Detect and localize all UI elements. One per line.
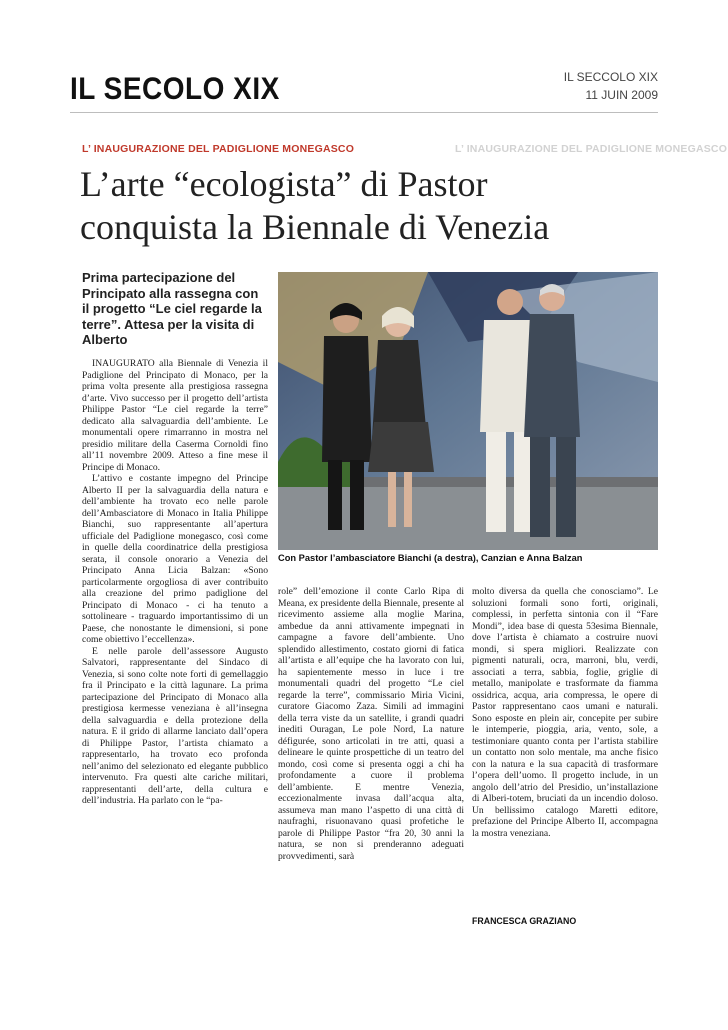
- newspaper-masthead: IL SECOLO XIX: [70, 71, 280, 106]
- source-meta: [564, 68, 658, 104]
- publication-date: 11 JUIN 2009: [585, 88, 658, 102]
- article-standfirst: Prima partecipazione del Principato alla rassegna con il progetto “Le ciel regarde la terre”. Attesa per la visita di Alberto: [82, 270, 262, 347]
- headline-line-1: L’arte “ecologista” di Pastor: [80, 164, 488, 204]
- source-name: IL SECCOLO XIX: [563, 70, 658, 84]
- article-photo: [278, 272, 658, 550]
- article-headline: [80, 163, 670, 249]
- paragraph: L’attivo e costante impegno del Principe Alberto II per la salvaguardia della natura e dell’ambiente ha trovato eco nelle parole dell’Ambasciatore di Monaco in Italia Philippe Bianchi, suo rappresentante all’apertura ufficiale del Padiglione monegasco, così come in quelle della coordinatrice della prestigiosa serata, il console onorario a Venezia del Principato Anna Licia Balzan: «Sono particolarmente orgogliosa di aver contribuito alla creazione del primo padiglione del Principato di Monaco - ci ha tenuto a sottolineare - traguardo importantissimo di un Paese, che nonostante le dimensioni, si pone come obiettivo l’eccellenza».: [82, 473, 268, 645]
- photo-caption: Con Pastor l’ambasciatore Bianchi (a destra), Canzian e Anna Balzan: [278, 553, 583, 563]
- photo-illustration: [278, 272, 658, 550]
- article-column-2: [278, 586, 464, 960]
- paragraph: E nelle parole dell’assessore Augusto Salvatori, rappresentante del Sindaco di Venezia, si sono colte note forti di gemellaggio fra il Principato e la città lagunare. La prima partecipazione del Principato di Monaco alla prestigiosa kermesse veneziana è all’insegna della salvaguardia e della protezione della natura. E il grido di allarme lanciato dall’opera di Philippe Pastor, l’artista chiamato a rappresentarlo, ha trovato eco profonda nell’animo del selezionato ed elegante pubblico intervenuto. Fra questi alte cariche militari, rappresentanti dell’arte, della cultura e dell’industria. Ha parlato con le “pa-: [82, 645, 268, 806]
- headline-line-2: conquista la Biennale di Venezia: [80, 207, 550, 247]
- article-byline: FRANCESCA GRAZIANO: [472, 916, 577, 926]
- article-column-3: [472, 586, 658, 960]
- newspaper-clipping: [70, 130, 728, 960]
- paragraph: INAUGURATO alla Biennale di Venezia il Padiglione del Principato di Monaco, per la prima volta presente alla prestigiosa rassegna d’arte. Vivo successo per il progetto dell’artista Philippe Pastor “Le ciel regarde la terre” dedicato alla salvaguardia dell’ambiente. Le monumentali opere rimarranno in mostra nel presidio militare della Caserma Cornoldi fino all’11 novembre 2009. Atteso a fine mese il Principe di Monaco.: [82, 358, 268, 473]
- bleed-through-text: L’ INAUGURAZIONE DEL PADIGLIONE MONEGASCO: [455, 143, 728, 155]
- article-kicker: L’ INAUGURAZIONE DEL PADIGLIONE MONEGASCO: [82, 143, 355, 155]
- paragraph: molto diversa da quella che conosciamo”. Le soluzioni formali sono forti, originali, complessi, in perfetta sintonia con il “Fare Mondi”, idea base di questa 53esima Biennale, dove l’artista è chiamato a costruire nuovi mondi, si spera migliori. Realizzate con pigmenti naturali, ocra, marroni, blu, verdi, associati a terra, sabbia, foglie, griglie di metallo, manipolate e trasformate da fiamma ossidrica, acqua, aria compressa, le opere di Pastor rappresentano caos umani e naturali. Sono esposte en plein air, concepite per subire le intemperie, pioggia, aria, vento, sole, a testimoniare quanto conta per l’artista stabilire un contatto non solo mentale, ma anche fisico con la natura e la sua capacità di trasformare l’opera dell’uomo. Il progetto include, in un angolo dell’atrio del Presidio, un’installazione di Alberi-totem, bruciati da un incendio doloso. Un bellissimo catalogo Maretti editore, prefazione del Principe Alberto II, accompagna la mostra veneziana.: [472, 586, 658, 839]
- article-column-1: [82, 358, 268, 960]
- paragraph: role” dell’emozione il conte Carlo Ripa di Meana, ex presidente della Biennale, presente al ricevimento assieme alla moglie Marina, ambedue da anni attivamente impegnati in campagne a favore dell’ambiente. Uno splendido allestimento, costato giorni di fatica all’artista e all’equipe che ha lavorato con lui, ha sapientemente messo in luce i tre monumentali quadri del progetto “Le ciel regarde la terre”, commissario Miria Vicini, curatore Giacomo Zaza. Simili ad immagini della terra viste da un satellite, i grandi quadri inediti Ouragan, Le pole Nord, La nature défigurée, sono articolati in tre atti, quasi a delineare le quinte prospettiche di un teatro del mondo, così come si presenta oggi a chi ha profondamente a cuore il problema dell’ambiente. E mentre Venezia, eccezionalmente invasa dall’acqua alta, assumeva man mano l’aspetto di una città di naufraghi, risuonavano quasi profetiche le parole di Philippe Pastor “fra 20, 30 anni la natura, se non si prenderanno adeguati provvedimenti, sarà: [278, 586, 464, 862]
- header-divider: [70, 112, 658, 113]
